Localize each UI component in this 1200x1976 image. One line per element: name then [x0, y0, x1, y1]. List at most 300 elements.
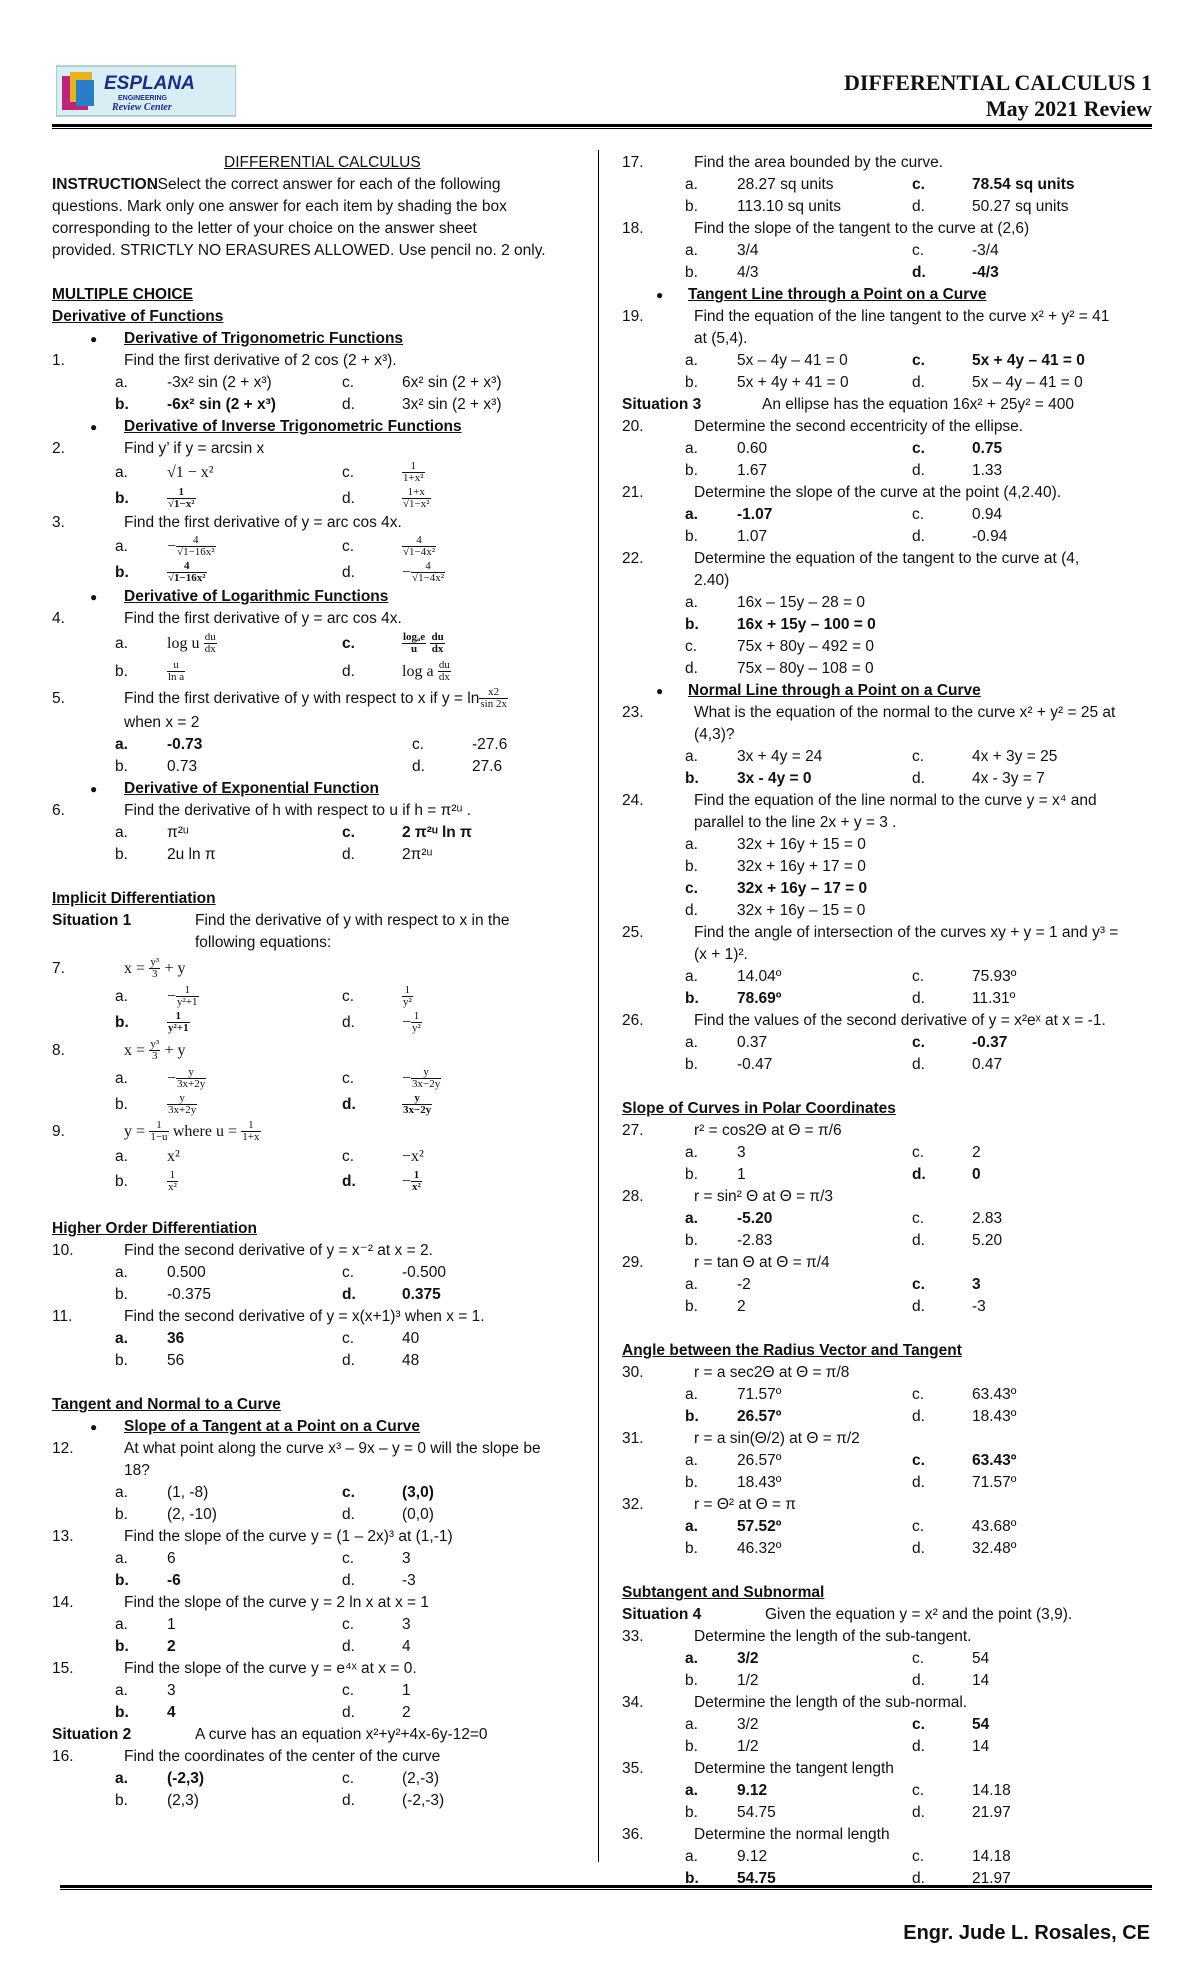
- question-text: Find the equation of the line tangent to the curve x² + y² = 41: [694, 308, 1110, 325]
- option-letter: d.: [912, 770, 925, 787]
- option-row: [52, 1570, 572, 1592]
- option-letter: a.: [685, 1144, 698, 1161]
- option-letter: b.: [115, 1704, 129, 1721]
- option-row: [622, 372, 1152, 394]
- option-a: 26.57º: [737, 1452, 782, 1469]
- option-letter: d.: [912, 1672, 925, 1689]
- option-row: [52, 1636, 572, 1658]
- question-number: 24.: [622, 792, 644, 809]
- option-row: [52, 534, 572, 560]
- numerator: 4: [167, 561, 207, 574]
- option-c: 32x + 16y – 17 = 0: [737, 880, 868, 897]
- option-letter: b.: [115, 1352, 128, 1369]
- option-row: [52, 1066, 572, 1092]
- option-row: [622, 966, 1152, 988]
- question-expression: [124, 954, 186, 984]
- option-b: 2: [737, 1298, 746, 1315]
- question-number: 22.: [622, 550, 644, 567]
- option-letter: c.: [912, 1848, 925, 1865]
- option-d: 18.43º: [972, 1408, 1017, 1425]
- option-letter: b.: [115, 1792, 128, 1809]
- option-b: -6x² sin (2 + x³): [167, 396, 276, 413]
- numerator: y: [411, 1067, 441, 1080]
- denominator: dx: [204, 643, 216, 656]
- denominator: y²+1: [177, 996, 198, 1009]
- fraction: [176, 535, 216, 559]
- question-expression: [124, 1036, 186, 1066]
- question-text: Find the slope of the curve y = 2 ln x at x = 1: [124, 1594, 430, 1611]
- minus-sign: −: [402, 1173, 412, 1190]
- option-letter: b.: [685, 198, 698, 215]
- expression-part: where u =: [172, 1123, 237, 1140]
- question-number: 6.: [52, 802, 65, 819]
- subsection-heading: Tangent Line through a Point on a Curve: [688, 286, 987, 303]
- option-row: [622, 636, 1152, 658]
- question-text: Determine the second eccentricity of the ellipse.: [694, 418, 1024, 435]
- option-letter: a.: [115, 464, 128, 481]
- option-b: 1.67: [737, 462, 768, 479]
- section-heading: Tangent and Normal to a Curve: [52, 1396, 281, 1413]
- doc-subtitle: May 2021 Review: [985, 96, 1152, 121]
- question-text: Find the slope of the curve y = e⁴ˣ at x = 0.: [124, 1660, 417, 1677]
- option-b: 0.73: [167, 758, 198, 775]
- fraction: [402, 535, 436, 559]
- question-text: At what point along the curve x³ – 9x – y = 0 will the slope be: [124, 1440, 541, 1457]
- option-letter: c.: [912, 1210, 925, 1227]
- bullet-icon: ●: [90, 590, 98, 604]
- question-number: 17.: [622, 154, 644, 171]
- numerator: 1: [241, 1120, 260, 1133]
- option-a: 3/2: [737, 1716, 759, 1733]
- option-c: 75.93º: [972, 968, 1017, 985]
- option-letter: c.: [342, 988, 355, 1005]
- subsection-row: [52, 778, 572, 800]
- option-d: 11.31º: [972, 990, 1016, 1007]
- option-letter: b.: [685, 374, 698, 391]
- esplana-logo: [56, 62, 236, 120]
- option-d: (-2,-3): [402, 1792, 445, 1809]
- numerator: y: [176, 1067, 206, 1080]
- option-row: [622, 1516, 1152, 1538]
- option-a: (-2,3): [167, 1770, 205, 1787]
- numerator: 1: [176, 985, 199, 998]
- question-text: Find the first derivative of y = arc cos 4x.: [124, 514, 402, 531]
- option-row: [622, 196, 1152, 218]
- question-text: Determine the normal length: [694, 1826, 890, 1843]
- logo-sub2: Review Center: [112, 102, 172, 113]
- option-b: [167, 1168, 178, 1196]
- subsection-row: [622, 284, 1152, 306]
- option-d: [402, 486, 431, 512]
- option-row: [52, 1328, 572, 1350]
- bullet-icon: ●: [90, 1420, 98, 1434]
- option-letter: d.: [912, 1298, 925, 1315]
- question-number: 14.: [52, 1594, 74, 1611]
- option-letter: b.: [115, 1572, 129, 1589]
- option-c: 0.94: [972, 506, 1003, 523]
- option-letter: d.: [342, 564, 355, 581]
- option-letter: b.: [685, 1870, 699, 1887]
- option-a: 9.12: [737, 1782, 768, 1799]
- question-row: [52, 438, 572, 460]
- instruction-label: INSTRUCTION: [52, 176, 158, 193]
- option-letter: c.: [342, 1070, 355, 1087]
- option-letter: a.: [685, 1650, 698, 1667]
- option-a: 32x + 16y + 15 = 0: [737, 836, 866, 853]
- question-text: What is the equation of the normal to the curve x² + y² = 25 at: [694, 704, 1116, 721]
- heading-row: [52, 284, 572, 306]
- option-a: (1, -8): [167, 1484, 209, 1501]
- option-a: 3x + 4y = 24: [737, 748, 823, 765]
- question-row: [52, 1036, 572, 1066]
- option-letter: c.: [912, 352, 925, 369]
- fraction: [479, 687, 508, 711]
- intro-title: DIFFERENTIAL CALCULUS: [224, 154, 421, 171]
- option-letter: b.: [685, 264, 698, 281]
- option-letter: a.: [685, 594, 698, 611]
- numerator: logₐe: [403, 630, 426, 643]
- option-letter: a.: [685, 1782, 698, 1799]
- option-row: [622, 1472, 1152, 1494]
- option-row: [52, 1010, 572, 1036]
- option-c: 14.18: [972, 1782, 1011, 1799]
- fraction: [204, 632, 217, 656]
- option-c: [402, 460, 425, 486]
- option-letter: d.: [342, 1352, 355, 1369]
- option-d: 14: [972, 1738, 990, 1755]
- option-row: [622, 1164, 1152, 1186]
- option-letter: d.: [342, 396, 355, 413]
- left-column: [52, 152, 572, 1812]
- option-letter: a.: [115, 1550, 128, 1567]
- option-b: 1/2: [737, 1672, 759, 1689]
- question-row: [52, 1658, 572, 1680]
- question-row: [622, 944, 1152, 966]
- minus-sign: −: [402, 1070, 412, 1087]
- question-text: Determine the length of the sub-tangent.: [694, 1628, 972, 1645]
- option-a: 28.27 sq units: [737, 176, 834, 193]
- bullet-icon: ●: [656, 684, 664, 698]
- situation-label: Situation 1: [52, 912, 132, 929]
- option-d: [402, 1168, 422, 1196]
- instruction-text: : Select the correct answer for each of the following: [149, 176, 501, 193]
- option-row: [622, 1450, 1152, 1472]
- question-number: 33.: [622, 1628, 644, 1645]
- spacer: [622, 1076, 1152, 1098]
- option-letter: b.: [685, 1232, 698, 1249]
- question-number: 28.: [622, 1188, 644, 1205]
- minus-sign: −: [402, 1014, 412, 1031]
- option-letter: b.: [115, 846, 128, 863]
- option-b: 78.69º: [737, 990, 782, 1007]
- option-letter: c.: [912, 440, 925, 457]
- option-c: 5x + 4y – 41 = 0: [972, 352, 1085, 369]
- situation-label: Situation 4: [622, 1606, 702, 1623]
- right-column: [622, 152, 1152, 1890]
- option-d: [402, 1092, 432, 1118]
- option-letter: d.: [912, 1056, 925, 1073]
- option-c: 2.83: [972, 1210, 1003, 1227]
- question-row: [622, 1252, 1152, 1274]
- denominator: √1−4x²: [403, 546, 436, 559]
- subsection-heading: Normal Line through a Point on a Curve: [688, 682, 981, 699]
- option-letter: c.: [912, 1716, 925, 1733]
- question-number: 1.: [52, 352, 65, 369]
- option-row: [52, 658, 572, 686]
- option-letter: b.: [685, 1166, 698, 1183]
- option-a: 14.04º: [737, 968, 782, 985]
- option-d: 2: [402, 1704, 411, 1721]
- option-letter: b.: [115, 663, 128, 680]
- option-row: [622, 1736, 1152, 1758]
- question-row: [622, 1010, 1152, 1032]
- denominator: 3: [152, 1050, 158, 1063]
- logo-sub1: ENGINEERING: [118, 95, 168, 102]
- denominator: u: [411, 643, 418, 656]
- option-letter: b.: [685, 1474, 698, 1491]
- fraction: [402, 1093, 432, 1117]
- fraction: [241, 1120, 260, 1144]
- option-a: -5.20: [737, 1210, 773, 1227]
- bullet-icon: ●: [90, 782, 98, 796]
- option-c: −x²: [402, 1148, 424, 1165]
- option-c: [402, 984, 413, 1010]
- question-row: [52, 1460, 572, 1482]
- numerator: 4: [176, 535, 216, 548]
- option-letter: c.: [342, 374, 355, 391]
- denominator: y²: [412, 1022, 421, 1035]
- option-letter: d.: [912, 1540, 925, 1557]
- option-letter: c.: [342, 635, 355, 652]
- option-row: [52, 1350, 572, 1372]
- question-number: 31.: [622, 1430, 644, 1447]
- question-row: [52, 1746, 572, 1768]
- option-letter: a.: [685, 1716, 698, 1733]
- option-row: [622, 1780, 1152, 1802]
- option-letter: b.: [685, 462, 698, 479]
- numerator: 1: [149, 1120, 168, 1133]
- option-letter: c.: [342, 464, 355, 481]
- question-text: Find y’ if y = arcsin x: [124, 440, 265, 457]
- option-b: -0.375: [167, 1286, 211, 1303]
- option-letter: a.: [115, 635, 128, 652]
- fraction: [167, 1093, 197, 1117]
- option-c: 75x + 80y – 492 = 0: [737, 638, 875, 655]
- option-row: [622, 1142, 1152, 1164]
- question-row: [622, 1120, 1152, 1142]
- option-letter: a.: [115, 1484, 128, 1501]
- option-d: 5.20: [972, 1232, 1003, 1249]
- option-letter: a.: [115, 1682, 128, 1699]
- page-header: [52, 60, 1152, 130]
- option-c: (2,-3): [402, 1770, 440, 1787]
- option-letter: c.: [912, 506, 925, 523]
- option-letter: d.: [912, 1870, 925, 1887]
- option-c: 3: [402, 1616, 411, 1633]
- question-text: Find the values of the second derivative of y = x²eˣ at x = -1.: [694, 1012, 1106, 1029]
- situation-text: A curve has an equation x²+y²+4x-6y-12=0: [195, 1726, 488, 1743]
- question-text: Find the area bounded by the curve.: [694, 154, 944, 171]
- option-letter: a.: [685, 506, 698, 523]
- option-letter: c.: [342, 1550, 355, 1567]
- option-b: (2,3): [167, 1792, 199, 1809]
- option-a: 3/4: [737, 242, 759, 259]
- question-row: [622, 812, 1152, 834]
- question-text: r = a sin(Θ/2) at Θ = π/2: [694, 1430, 860, 1447]
- section-heading: Implicit Differentiation: [52, 890, 216, 907]
- question-row: [622, 416, 1152, 438]
- option-a: 5x – 4y – 41 = 0: [737, 352, 848, 369]
- option-letter: d.: [912, 1232, 925, 1249]
- question-row: [622, 306, 1152, 328]
- question-number: 21.: [622, 484, 644, 501]
- option-row: [622, 1274, 1152, 1296]
- option-letter: d.: [912, 528, 925, 545]
- option-letter: a.: [115, 824, 128, 841]
- bullet-icon: ●: [656, 288, 664, 302]
- option-letter: d.: [912, 198, 925, 215]
- option-letter: c.: [685, 880, 698, 897]
- option-c: 2 π²ᵘ ln π: [402, 824, 472, 841]
- option-d: -3: [972, 1298, 986, 1315]
- option-letter: c.: [685, 638, 698, 655]
- option-letter: c.: [912, 748, 925, 765]
- option-row: [622, 438, 1152, 460]
- option-letter: d.: [342, 1014, 355, 1031]
- option-letter: c.: [342, 1148, 355, 1165]
- option-d: 14: [972, 1672, 990, 1689]
- fraction: [167, 487, 196, 511]
- option-row: [622, 240, 1152, 262]
- option-row: [622, 988, 1152, 1010]
- question-text: r = a sec2Θ at Θ = π/8: [694, 1364, 850, 1381]
- option-row: [622, 1230, 1152, 1252]
- option-c: -3/4: [972, 242, 999, 259]
- expression-part: x =: [124, 1042, 146, 1059]
- option-a: -2: [737, 1276, 751, 1293]
- option-letter: d.: [685, 660, 698, 677]
- option-row: [622, 658, 1152, 680]
- expression-part: + y: [164, 960, 186, 977]
- fraction: [411, 1170, 422, 1194]
- option-c: 54: [972, 1716, 990, 1733]
- subsection-heading: Derivative of Inverse Trigonometric Functions: [124, 418, 462, 435]
- question-number: 2.: [52, 440, 65, 457]
- question-number: 11.: [52, 1308, 73, 1325]
- header-rule-thin: [52, 128, 1152, 129]
- option-row: [52, 1146, 572, 1168]
- option-b: -0.47: [737, 1056, 773, 1073]
- option-letter: a.: [685, 440, 698, 457]
- question-row: [52, 1438, 572, 1460]
- numerator: 4: [411, 561, 445, 574]
- numerator: 1: [402, 461, 425, 474]
- option-b: 32x + 16y + 17 = 0: [737, 858, 866, 875]
- question-text: Find the second derivative of y = x⁻² at x = 2.: [124, 1242, 433, 1259]
- option-row: [52, 460, 572, 486]
- option-a: [167, 534, 216, 560]
- option-row: [622, 1296, 1152, 1318]
- denominator: 3x−2y: [403, 1104, 432, 1117]
- option-row: [622, 878, 1152, 900]
- option-row: [52, 984, 572, 1010]
- option-row: [622, 1670, 1152, 1692]
- situation-label: Situation 3: [622, 396, 702, 413]
- option-row: [52, 1548, 572, 1570]
- option-d: [402, 560, 445, 586]
- option-letter: b.: [115, 1096, 128, 1113]
- question-expression: [124, 1118, 261, 1146]
- option-row: [622, 1714, 1152, 1736]
- option-d: 50.27 sq units: [972, 198, 1069, 215]
- question-row: [52, 686, 572, 712]
- numerator: 1: [411, 1011, 422, 1024]
- option-letter: c.: [912, 968, 925, 985]
- option-letter: c.: [342, 1484, 355, 1501]
- option-a: 0.37: [737, 1034, 768, 1051]
- question-text: Find the slope of the tangent to the curve at (2,6): [694, 220, 1030, 237]
- question-text: Determine the length of the sub-normal.: [694, 1694, 968, 1711]
- option-row: [622, 1538, 1152, 1560]
- heading-row: [622, 1098, 1152, 1120]
- subsection-row: [52, 328, 572, 350]
- option-d: -4/3: [972, 264, 999, 281]
- instruction-row: [52, 240, 572, 262]
- option-row: [52, 1482, 572, 1504]
- option-b: 1.07: [737, 528, 768, 545]
- option-letter: c.: [342, 1264, 355, 1281]
- minus-sign: −: [167, 538, 177, 555]
- fraction: [402, 487, 431, 511]
- denominator: 3x+2y: [168, 1104, 197, 1117]
- option-letter: a.: [685, 242, 698, 259]
- fraction: [402, 632, 426, 656]
- question-text: r = tan Θ at Θ = π/4: [694, 1254, 830, 1271]
- heading-row: [52, 1218, 572, 1240]
- option-letter: b.: [685, 858, 698, 875]
- option-c: [402, 534, 436, 560]
- instruction-row: [52, 196, 572, 218]
- option-a: 0.500: [167, 1264, 206, 1281]
- situation-row: [52, 932, 572, 954]
- minus-sign: −: [167, 988, 177, 1005]
- logo-name: ESPLANA: [104, 73, 195, 94]
- option-row: [622, 526, 1152, 548]
- option-d: 0: [972, 1166, 981, 1183]
- fraction: [149, 1120, 168, 1144]
- option-row: [622, 1032, 1152, 1054]
- numerator: 1+x: [402, 487, 431, 500]
- option-row: [622, 262, 1152, 284]
- option-letter: a.: [115, 1070, 128, 1087]
- numerator: y: [167, 1093, 197, 1106]
- option-d: 2π²ᵘ: [402, 846, 433, 863]
- option-letter: a.: [115, 736, 128, 753]
- option-letter: c.: [912, 1276, 925, 1293]
- question-text-part: Find the first derivative of y with respect to x if y = ln: [124, 690, 480, 707]
- numerator: du: [204, 630, 216, 643]
- option-row: [52, 1168, 572, 1196]
- option-c: 54: [972, 1650, 990, 1667]
- option-b: -2.83: [737, 1232, 773, 1249]
- option-d: 71.57º: [972, 1474, 1017, 1491]
- fraction: [149, 1039, 160, 1063]
- option-letter: d.: [912, 1804, 925, 1821]
- spacer: [52, 1372, 572, 1394]
- subsection-row: [622, 680, 1152, 702]
- situation-text: Given the equation y = x² and the point (3,9).: [765, 1606, 1073, 1623]
- option-c: [402, 1066, 441, 1092]
